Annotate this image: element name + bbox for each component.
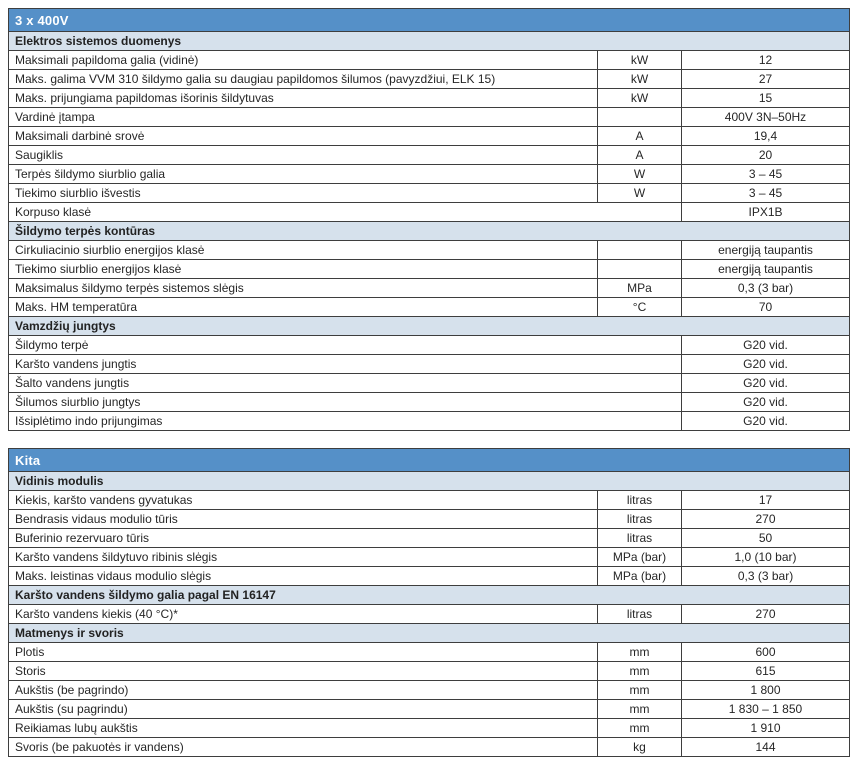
row-label: Terpės šildymo siurblio galia <box>9 165 598 184</box>
row-value: energiją taupantis <box>682 260 850 279</box>
spec-tables-container <box>8 8 849 757</box>
table-row <box>9 719 850 738</box>
row-value: 17 <box>682 491 850 510</box>
section-header-label: Vidinis modulis <box>9 472 850 491</box>
row-label: Korpuso klasė <box>9 203 682 222</box>
row-value: 3 – 45 <box>682 184 850 203</box>
row-unit: mm <box>598 700 682 719</box>
row-label: Tiekimo siurblio išvestis <box>9 184 598 203</box>
row-value: 615 <box>682 662 850 681</box>
table-row <box>9 70 850 89</box>
row-value: 0,3 (3 bar) <box>682 567 850 586</box>
row-label: Šilumos siurblio jungtys <box>9 393 682 412</box>
table-row <box>9 548 850 567</box>
row-label: Aukštis (be pagrindo) <box>9 681 598 700</box>
row-value: 1,0 (10 bar) <box>682 548 850 567</box>
section-header-row <box>9 222 850 241</box>
table-row <box>9 529 850 548</box>
row-unit <box>598 260 682 279</box>
table-row <box>9 643 850 662</box>
row-unit: litras <box>598 510 682 529</box>
section-header-label: Karšto vandens šildymo galia pagal EN 16147 <box>9 586 850 605</box>
table-row <box>9 412 850 431</box>
row-label: Tiekimo siurblio energijos klasė <box>9 260 598 279</box>
row-unit <box>598 241 682 260</box>
row-value: G20 vid. <box>682 355 850 374</box>
row-value: 600 <box>682 643 850 662</box>
row-label: Kiekis, karšto vandens gyvatukas <box>9 491 598 510</box>
row-value: 19,4 <box>682 127 850 146</box>
section-header-label: Elektros sistemos duomenys <box>9 32 850 51</box>
row-unit: mm <box>598 719 682 738</box>
row-unit: °C <box>598 298 682 317</box>
row-unit: W <box>598 165 682 184</box>
row-unit: mm <box>598 681 682 700</box>
row-unit: A <box>598 146 682 165</box>
table-title: Kita <box>9 449 850 472</box>
row-label: Svoris (be pakuotės ir vandens) <box>9 738 598 757</box>
row-value: 20 <box>682 146 850 165</box>
row-label: Bendrasis vidaus modulio tūris <box>9 510 598 529</box>
table-row <box>9 336 850 355</box>
row-value: 270 <box>682 510 850 529</box>
row-label: Maksimali darbinė srovė <box>9 127 598 146</box>
table-title-row <box>9 9 850 32</box>
table-row <box>9 146 850 165</box>
section-header-row <box>9 624 850 643</box>
row-value: 1 910 <box>682 719 850 738</box>
row-unit: mm <box>598 662 682 681</box>
row-unit: kW <box>598 89 682 108</box>
row-label: Saugiklis <box>9 146 598 165</box>
table-title-row <box>9 449 850 472</box>
table-row <box>9 681 850 700</box>
row-label: Išsiplėtimo indo prijungimas <box>9 412 682 431</box>
table-title: 3 x 400V <box>9 9 850 32</box>
table-row <box>9 355 850 374</box>
row-unit: kW <box>598 70 682 89</box>
row-unit: MPa (bar) <box>598 548 682 567</box>
row-value: 50 <box>682 529 850 548</box>
row-label: Karšto vandens kiekis (40 °C)* <box>9 605 598 624</box>
row-value: 0,3 (3 bar) <box>682 279 850 298</box>
row-value: 12 <box>682 51 850 70</box>
row-unit: litras <box>598 605 682 624</box>
row-value: 1 800 <box>682 681 850 700</box>
row-label: Aukštis (su pagrindu) <box>9 700 598 719</box>
row-label: Reikiamas lubų aukštis <box>9 719 598 738</box>
row-label: Maks. leistinas vidaus modulio slėgis <box>9 567 598 586</box>
row-label: Šildymo terpė <box>9 336 682 355</box>
row-value: IPX1B <box>682 203 850 222</box>
row-unit: kg <box>598 738 682 757</box>
table-row <box>9 241 850 260</box>
section-header-label: Vamzdžių jungtys <box>9 317 850 336</box>
row-label: Vardinė įtampa <box>9 108 598 127</box>
table-row <box>9 51 850 70</box>
row-value: 70 <box>682 298 850 317</box>
section-header-label: Šildymo terpės kontūras <box>9 222 850 241</box>
table-row <box>9 298 850 317</box>
row-value: 27 <box>682 70 850 89</box>
row-label: Storis <box>9 662 598 681</box>
row-label: Plotis <box>9 643 598 662</box>
table-row <box>9 260 850 279</box>
table-row <box>9 662 850 681</box>
table-row <box>9 393 850 412</box>
section-header-row <box>9 32 850 51</box>
table-row <box>9 165 850 184</box>
table-row <box>9 738 850 757</box>
row-value: 15 <box>682 89 850 108</box>
row-unit: A <box>598 127 682 146</box>
row-value: 3 – 45 <box>682 165 850 184</box>
table-row <box>9 605 850 624</box>
row-value: G20 vid. <box>682 374 850 393</box>
row-label: Maksimalus šildymo terpės sistemos slėgis <box>9 279 598 298</box>
row-unit: kW <box>598 51 682 70</box>
table-row <box>9 89 850 108</box>
row-label: Maksimali papildoma galia (vidinė) <box>9 51 598 70</box>
table-row <box>9 510 850 529</box>
row-unit: mm <box>598 643 682 662</box>
row-unit: litras <box>598 491 682 510</box>
row-unit: W <box>598 184 682 203</box>
spec-table <box>8 8 850 431</box>
row-unit: MPa <box>598 279 682 298</box>
section-header-label: Matmenys ir svoris <box>9 624 850 643</box>
table-row <box>9 491 850 510</box>
row-label: Maks. HM temperatūra <box>9 298 598 317</box>
row-value: energiją taupantis <box>682 241 850 260</box>
row-value: G20 vid. <box>682 336 850 355</box>
row-value: 270 <box>682 605 850 624</box>
row-label: Cirkuliacinio siurblio energijos klasė <box>9 241 598 260</box>
row-unit: litras <box>598 529 682 548</box>
row-value: 1 830 – 1 850 <box>682 700 850 719</box>
row-value: G20 vid. <box>682 412 850 431</box>
row-label: Karšto vandens jungtis <box>9 355 682 374</box>
table-row <box>9 127 850 146</box>
row-label: Maks. prijungiama papildomas išorinis šildytuvas <box>9 89 598 108</box>
row-value: 400V 3N–50Hz <box>682 108 850 127</box>
row-value: G20 vid. <box>682 393 850 412</box>
section-header-row <box>9 317 850 336</box>
table-row <box>9 374 850 393</box>
spec-table <box>8 448 850 757</box>
row-label: Maks. galima VVM 310 šildymo galia su daugiau papildomos šilumos (pavyzdžiui, ELK 15) <box>9 70 598 89</box>
table-row <box>9 203 850 222</box>
section-header-row <box>9 586 850 605</box>
table-row <box>9 184 850 203</box>
row-unit <box>598 108 682 127</box>
table-row <box>9 567 850 586</box>
table-row <box>9 700 850 719</box>
section-header-row <box>9 472 850 491</box>
row-unit: MPa (bar) <box>598 567 682 586</box>
row-label: Karšto vandens šildytuvo ribinis slėgis <box>9 548 598 567</box>
table-row <box>9 108 850 127</box>
row-label: Buferinio rezervuaro tūris <box>9 529 598 548</box>
row-label: Šalto vandens jungtis <box>9 374 682 393</box>
row-value: 144 <box>682 738 850 757</box>
table-row <box>9 279 850 298</box>
